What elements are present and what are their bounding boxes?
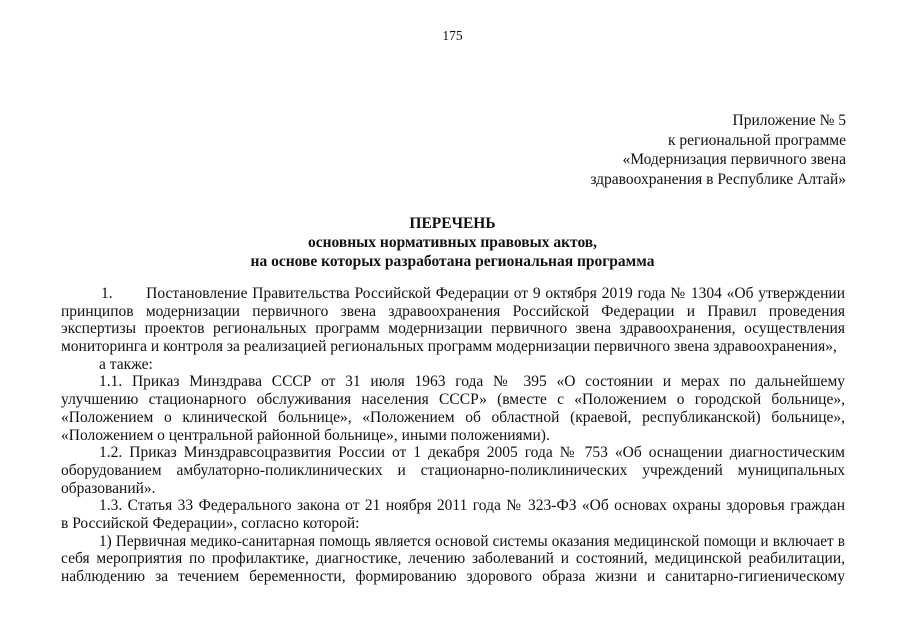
body-line: принципов модернизации первичного звена здравоохранения Российской Федерации и Правил проведения: [61, 302, 845, 320]
page-number: 175: [442, 28, 463, 43]
body-line: «Положением о центральной районной больнице», иными положениями).: [61, 426, 550, 444]
body-line: 1.1. Приказ Минздрава СССР от 31 июля 1963 года № 395 «О состоянии и мерах по дальнейшему: [99, 373, 845, 391]
appendix-header: [590, 111, 846, 189]
document-title: [0, 214, 905, 271]
body-line: в Российской Федерации», согласно которой:: [61, 514, 360, 532]
appendix-line: здравоохранения в Республике Алтай»: [590, 170, 846, 188]
appendix-line: «Модернизация первичного звена: [622, 151, 846, 168]
body-line: себя мероприятия по профилактике, диагностике, лечению заболеваний и состояний, медицинской реабилитации,: [61, 550, 845, 568]
body-line: экспертизы проектов региональных программ модернизации первичного звена здравоохранения, осуществления: [61, 320, 845, 338]
title-subtitle-line: на основе которых разработана региональная программа: [250, 253, 655, 270]
body-line: образований».: [61, 479, 156, 497]
body-line: улучшению стационарного обслуживания населения СССР» (вместе с «Положением о городской больнице»,: [61, 391, 845, 409]
body-line: 1.3. Статья 33 Федерального закона от 21 ноября 2011 года № 323-ФЗ «Об основах охраны здоровья граждан: [99, 497, 845, 515]
body-line: оборудованием амбулаторно-поликлинических и стационарно-поликлинических учреждений муниципальных: [61, 461, 845, 479]
document-body: [61, 285, 845, 586]
appendix-line: Приложение № 5: [732, 112, 846, 129]
body-line: «Положением о клинической больнице», «Положением об областной (краевой, республиканской) больнице»,: [61, 408, 845, 426]
title-heading: ПЕРЕЧЕНЬ: [409, 215, 496, 232]
body-line: 1.2. Приказ Минздравсоцразвития России от 1 декабря 2005 года № 753 «Об оснащении диагностическим: [99, 444, 845, 462]
body-line: наблюдению за течением беременности, формированию здорового образа жизни и санитарно-гигиеническому: [61, 568, 845, 585]
body-line: 1. Постановление Правительства Российской Федерации от 9 октября 2019 года № 1304 «Об утверждении: [101, 285, 845, 302]
body-line: 1) Первичная медико-санитарная помощь является основой системы оказания медицинской помощи и включает в: [99, 532, 845, 550]
body-line: а также:: [99, 355, 153, 373]
title-subtitle-line: основных нормативных правовых актов,: [307, 234, 598, 251]
body-line: мониторинга и контроля за реализацией региональных программ модернизации первичного звена здравоохранения»,: [61, 338, 837, 356]
appendix-line: к региональной программе: [667, 131, 846, 149]
